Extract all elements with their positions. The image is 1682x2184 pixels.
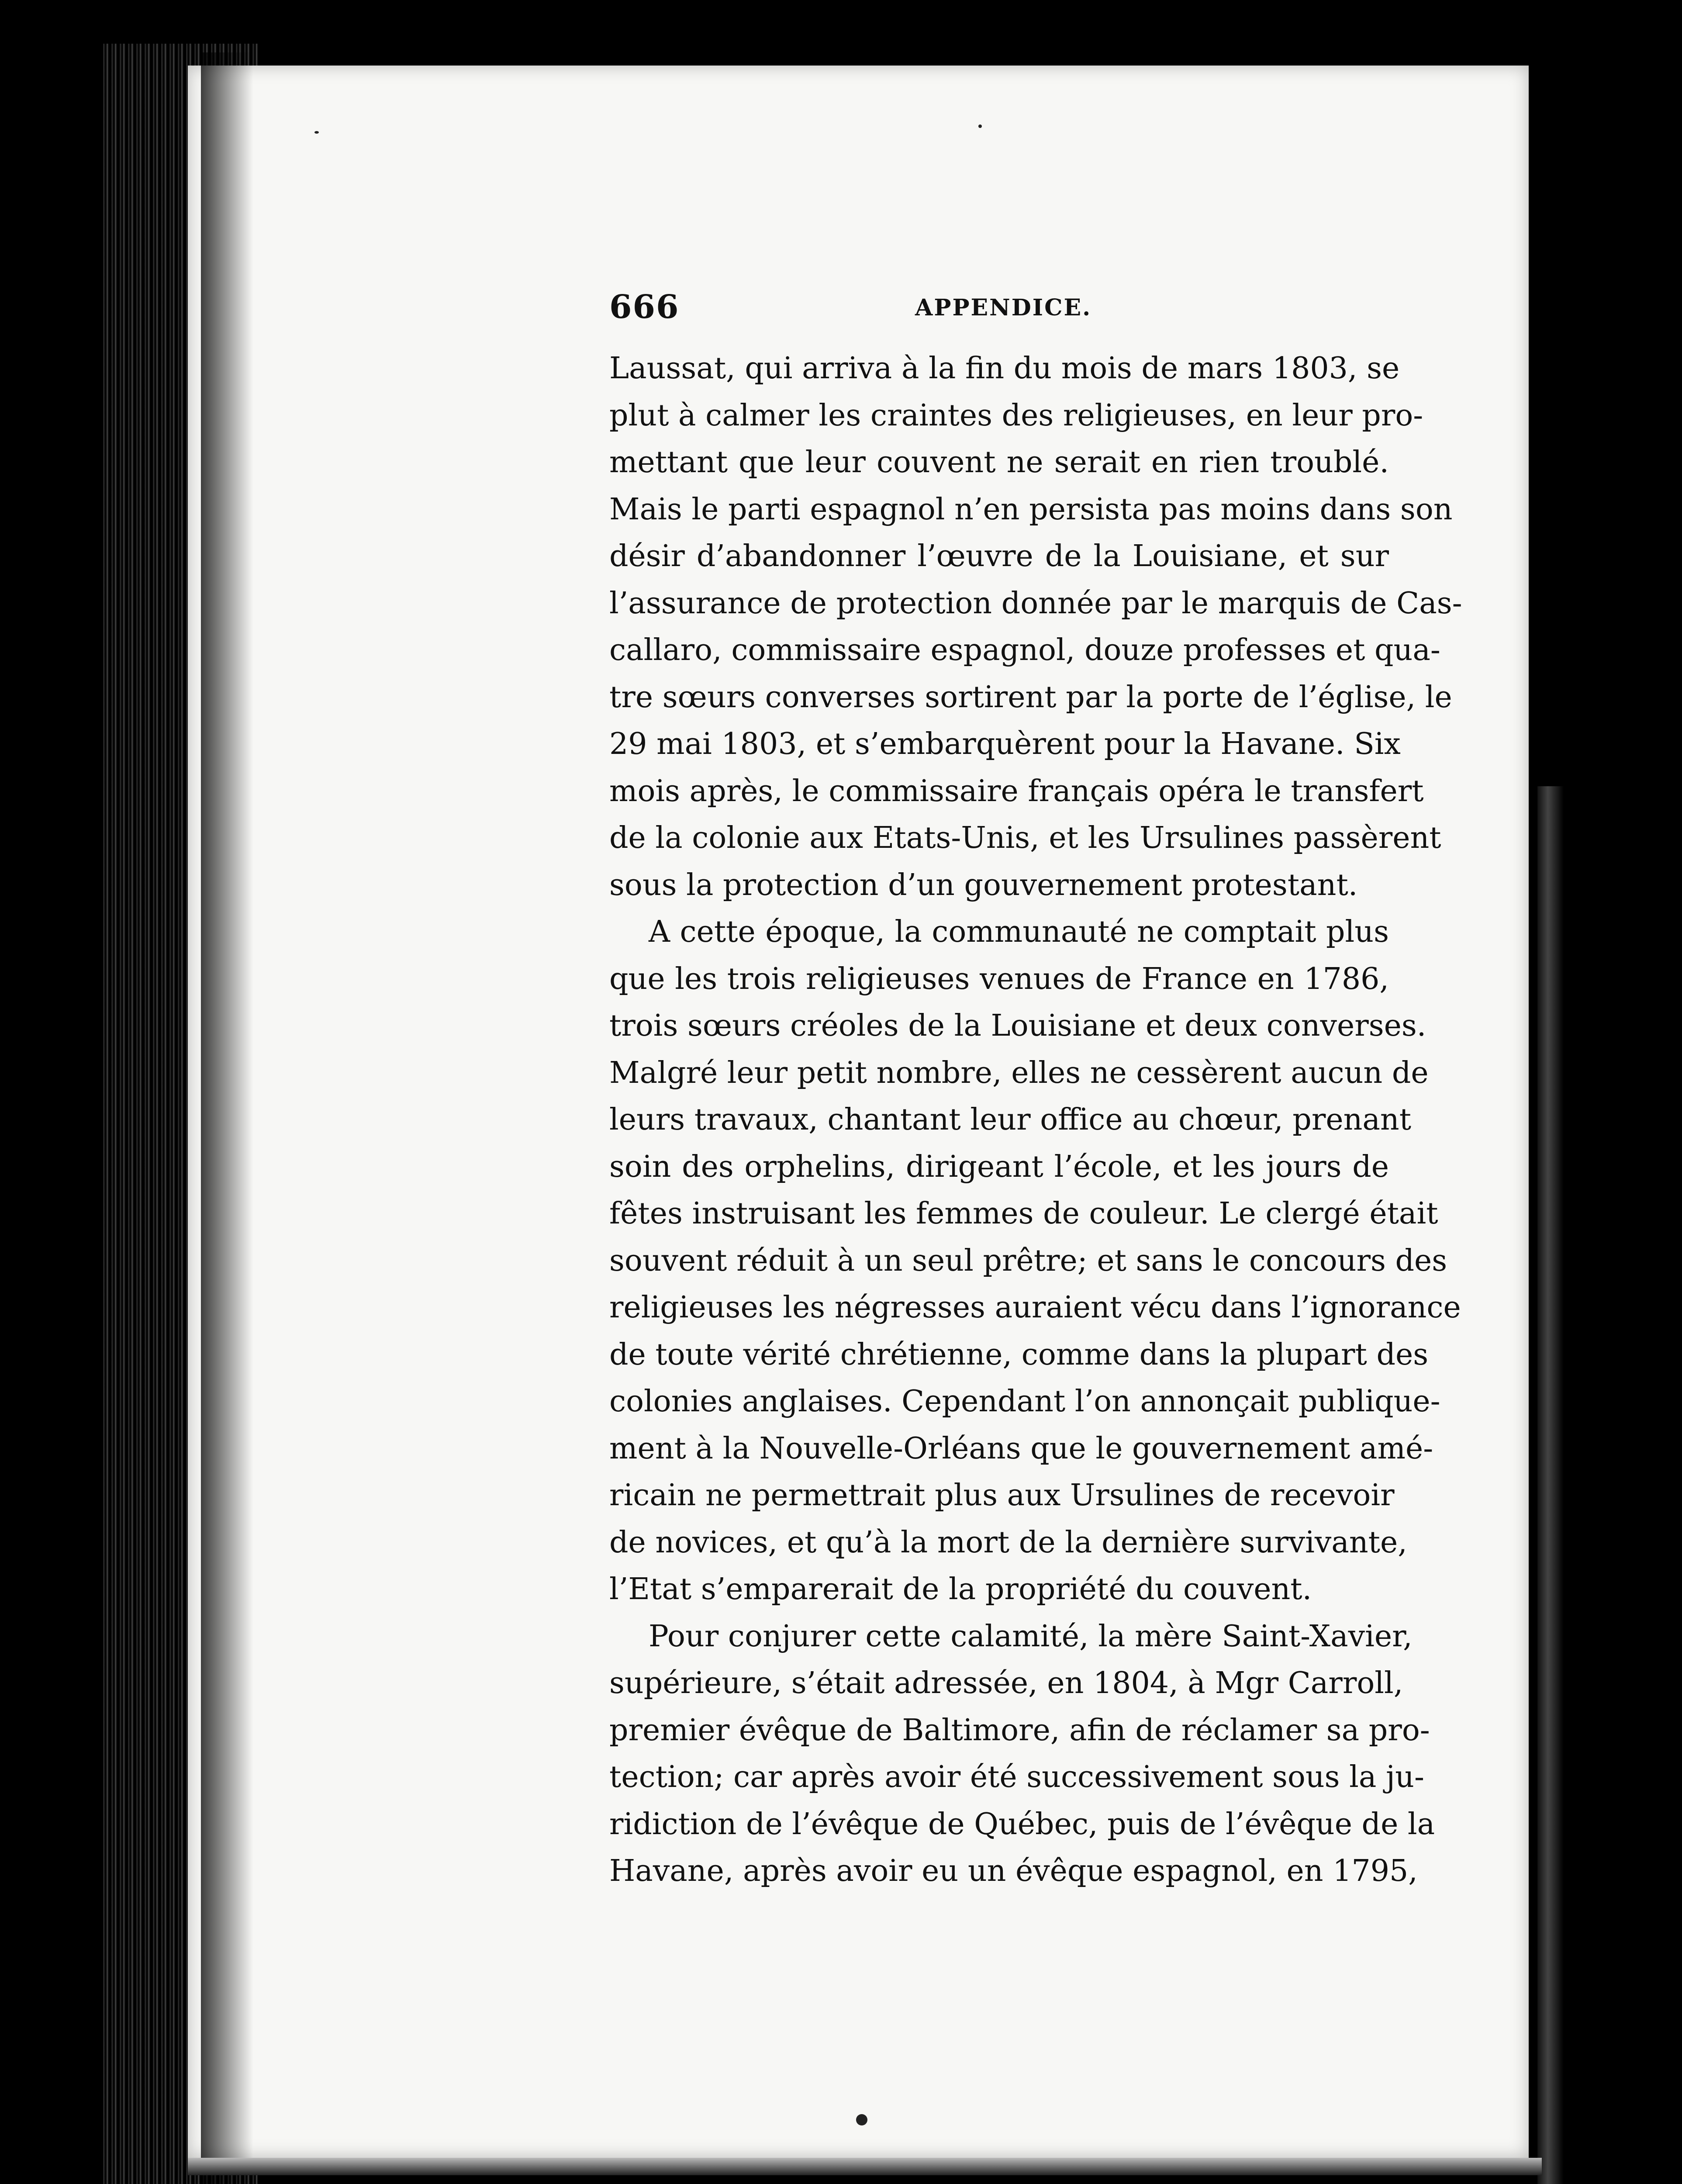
text-line: sous la protection d’un gouvernement protestant. [609,867,1358,902]
text-line: ment à la Nouvelle-Orléans que le gouvernement amé- [609,1431,1433,1466]
text-line: colonies anglaises. Cependant l’on annonçait publique- [609,1384,1440,1419]
text-line: ridiction de l’évêque de Québec, puis de l’évêque de la [609,1807,1435,1842]
body-text [609,345,1462,1895]
page-number: 666 [609,288,680,326]
text-line: premier évêque de Baltimore, afin de réclamer sa pro- [609,1713,1430,1748]
text-line: ricain ne permettrait plus aux Ursulines de recevoir [609,1478,1395,1513]
text-line: 29 mai 1803, et s’embarquèrent pour la Havane. Six [609,727,1401,761]
text-line: tection; car après avoir été successivement sous la ju- [609,1760,1424,1794]
text-line: Laussat, qui arriva à la fin du mois de mars 1803, se [609,351,1400,386]
text-line: de la colonie aux Etats-Unis, et les Ursulines passèrent [609,821,1441,855]
text-line: A cette époque, la communauté ne comptait plus [649,915,1389,949]
text-line: de novices, et qu’à la mort de la dernière survivante, [609,1525,1407,1560]
text-line: religieuses les négresses auraient vécu dans l’ignorance [609,1290,1461,1325]
text-line: tre sœurs converses sortirent par la porte de l’église, le [609,680,1452,715]
text-line: Pour conjurer cette calamité, la mère Saint-Xavier, [649,1619,1413,1654]
scan-speck [856,2114,867,2125]
text-line: de toute vérité chrétienne, comme dans la plupart des [609,1337,1429,1372]
text-line: soin des orphelins, dirigeant l’école, et les jours de [609,1149,1389,1184]
scan-speck [314,131,319,134]
text-line: l’Etat s’emparerait de la propriété du couvent. [609,1572,1312,1607]
text-line: plut à calmer les craintes des religieuses, en leur pro- [609,398,1423,433]
text-line: que les trois religieuses venues de France en 1786, [609,961,1389,996]
text-line: désir d’abandonner l’œuvre de la Louisiane, et sur [609,539,1389,574]
text-line: Havane, après avoir eu un évêque espagnol, en 1795, [609,1854,1418,1888]
text-line: mois après, le commissaire français opéra le transfert [609,774,1424,809]
page-right-edge-shadow [1537,786,1564,2184]
text-line: leurs travaux, chantant leur office au chœur, prenant [609,1102,1412,1137]
text-line: Malgré leur petit nombre, elles ne cessèrent aucun de [609,1055,1429,1090]
text-line: mettant que leur couvent ne serait en rien troublé. [609,445,1389,480]
page-bottom-edge [188,2158,1542,2175]
text-line: l’assurance de protection donnée par le marquis de Cas- [609,586,1462,621]
gutter-shadow [201,52,253,2184]
running-head: APPENDICE. [915,294,1092,321]
text-line: Mais le parti espagnol n’en persista pas moins dans son [609,492,1453,527]
text-line: callaro, commissaire espagnol, douze professes et qua- [609,633,1440,667]
text-line: supérieure, s’était adressée, en 1804, à Mgr Carroll, [609,1666,1403,1700]
page-header [609,288,1389,336]
text-line: fêtes instruisant les femmes de couleur. Le clergé était [609,1196,1438,1231]
text-line: trois sœurs créoles de la Louisiane et deux converses. [609,1009,1426,1043]
scan-speck [978,124,982,128]
text-line: souvent réduit à un seul prêtre; et sans le concours des [609,1243,1447,1278]
